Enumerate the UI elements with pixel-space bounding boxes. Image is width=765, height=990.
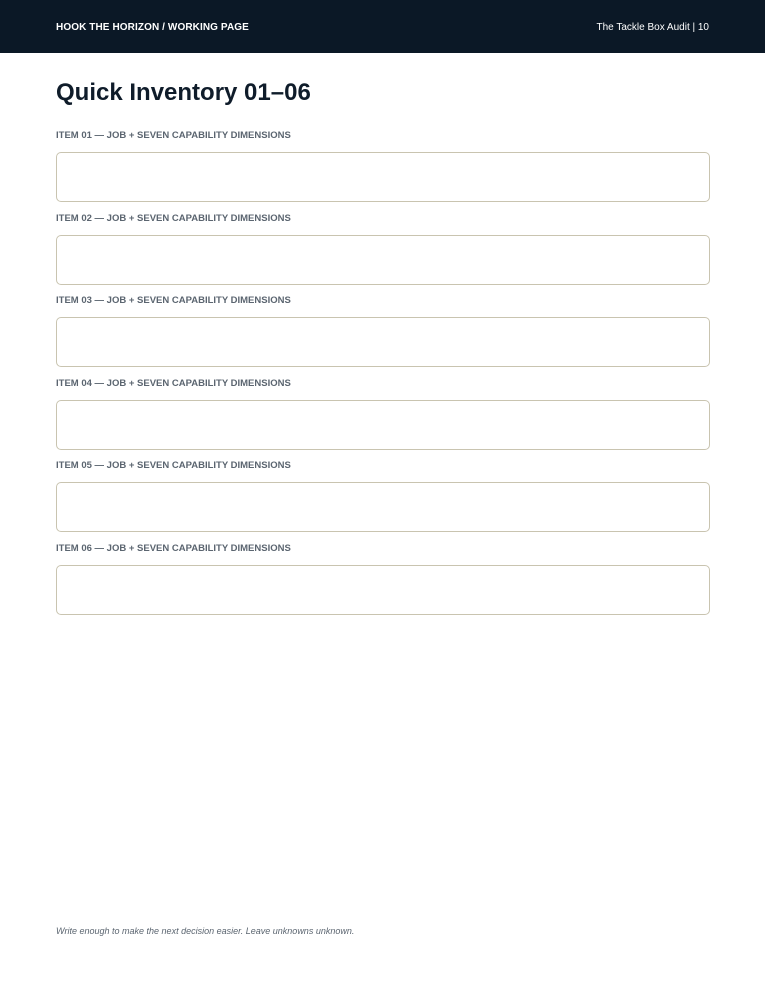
item-label: ITEM 03 — JOB + SEVEN CAPABILITY DIMENSIONS bbox=[56, 295, 291, 306]
inventory-item-01 bbox=[56, 130, 710, 213]
item-05-entry-field[interactable] bbox=[56, 482, 710, 532]
item-03-entry-field[interactable] bbox=[56, 317, 710, 367]
inventory-list bbox=[56, 130, 710, 625]
item-label: ITEM 04 — JOB + SEVEN CAPABILITY DIMENSIONS bbox=[56, 377, 291, 389]
item-label: ITEM 05 — JOB + SEVEN CAPABILITY DIMENSIONS bbox=[56, 460, 291, 471]
item-label: ITEM 06 — JOB + SEVEN CAPABILITY DIMENSIONS bbox=[56, 542, 291, 554]
item-01-entry-field[interactable] bbox=[56, 152, 710, 202]
inventory-item-02 bbox=[56, 213, 710, 296]
header-series-title: HOOK THE HORIZON / WORKING PAGE bbox=[56, 22, 249, 33]
inventory-item-03 bbox=[56, 295, 710, 378]
item-04-entry-field[interactable] bbox=[56, 400, 710, 450]
item-02-entry-field[interactable] bbox=[56, 235, 710, 285]
inventory-item-05 bbox=[56, 460, 710, 543]
header-bar bbox=[0, 0, 765, 53]
inventory-item-04 bbox=[56, 378, 710, 461]
item-label: ITEM 02 — JOB + SEVEN CAPABILITY DIMENSIONS bbox=[56, 212, 291, 224]
item-label: ITEM 01 — JOB + SEVEN CAPABILITY DIMENSIONS bbox=[56, 130, 291, 141]
footer-note: Write enough to make the next decision easier. Leave unknowns unknown. bbox=[56, 926, 355, 936]
item-06-entry-field[interactable] bbox=[56, 565, 710, 615]
page-title: Quick Inventory 01–06 bbox=[56, 79, 311, 106]
inventory-item-06 bbox=[56, 543, 710, 626]
header-page-info: The Tackle Box Audit | 10 bbox=[596, 22, 709, 33]
